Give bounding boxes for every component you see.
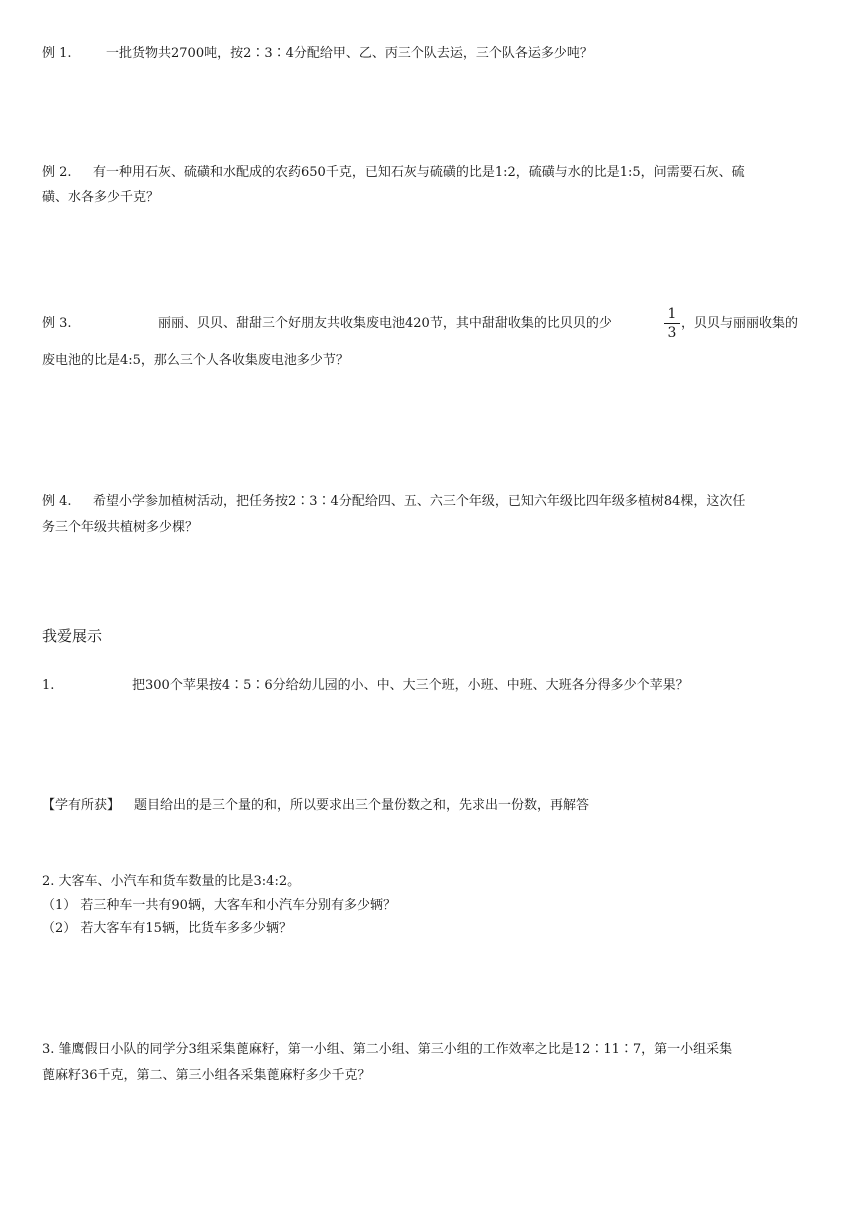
example-2-text-line1: 有一种用石灰、硫磺和水配成的农药650千克，已知石灰与硫磺的比是1:2，硫磺与水的比是1:5，问需要石灰、硫 [93,165,745,180]
example-3-text-part2: ，贝贝与丽丽收集的 [681,316,799,331]
problem-2-text: 2. 大客车、小汽车和货车数量的比是3:4:2。 [42,874,301,889]
fraction-denominator: 3 [667,325,677,341]
example-3-text-line2: 废电池的比是4:5，那么三个人各收集废电池多少节？ [42,353,349,368]
section-title: 我爱展示 [42,627,103,645]
example-4-number: 例 4. [42,494,72,509]
fraction-bar [664,323,680,324]
problem-2-sub1: （1） 若三种车一共有90辆，大客车和小汽车分别有多少辆？ [42,898,396,913]
summary-label: 【学有所获】 [42,798,121,813]
example-1-number: 例 1. [42,46,72,61]
fraction-numerator: 1 [667,306,677,322]
example-1-text: 一批货物共2700吨，按2∶3∶4分配给甲、乙、丙三个队去运，三个队各运多少吨？ [106,46,593,61]
summary-text: 题目给出的是三个量的和，所以要求出三个量份数之和，先求出一份数，再解答 [134,798,590,813]
problem-3-text-line2: 蓖麻籽36千克，第二、第三小组各采集蓖麻籽多少千克？ [42,1068,371,1083]
example-2-text-line2: 磺、水各多少千克？ [42,190,160,205]
example-4-text-line2: 务三个年级共植树多少棵？ [42,520,199,535]
example-3-text-part1: 丽丽、贝贝、甜甜三个好朋友共收集废电池420节，其中甜甜收集的比贝贝的少 [158,316,612,331]
problem-1-text: 把300个苹果按4∶5∶6分给幼儿园的小、中、大三个班，小班、中班、大班各分得多少个苹果？ [132,678,689,693]
example-4-text-line1: 希望小学参加植树活动，把任务按2∶3∶4分配给四、五、六三个年级，已知六年级比四年级多植树84棵，这次任 [93,494,746,509]
fraction-one-third [664,306,680,341]
problem-1-number: 1. [42,678,55,693]
example-2-number: 例 2. [42,165,72,180]
problem-3-text-line1: 3. 雏鹰假日小队的同学分3组采集蓖麻籽，第一小组、第二小组、第三小组的工作效率之比是12∶11∶7，第一小组采集 [42,1042,733,1057]
example-3-number: 例 3. [42,316,72,331]
problem-2-sub2: （2） 若大客车有15辆，比货车多多少辆？ [42,921,292,936]
